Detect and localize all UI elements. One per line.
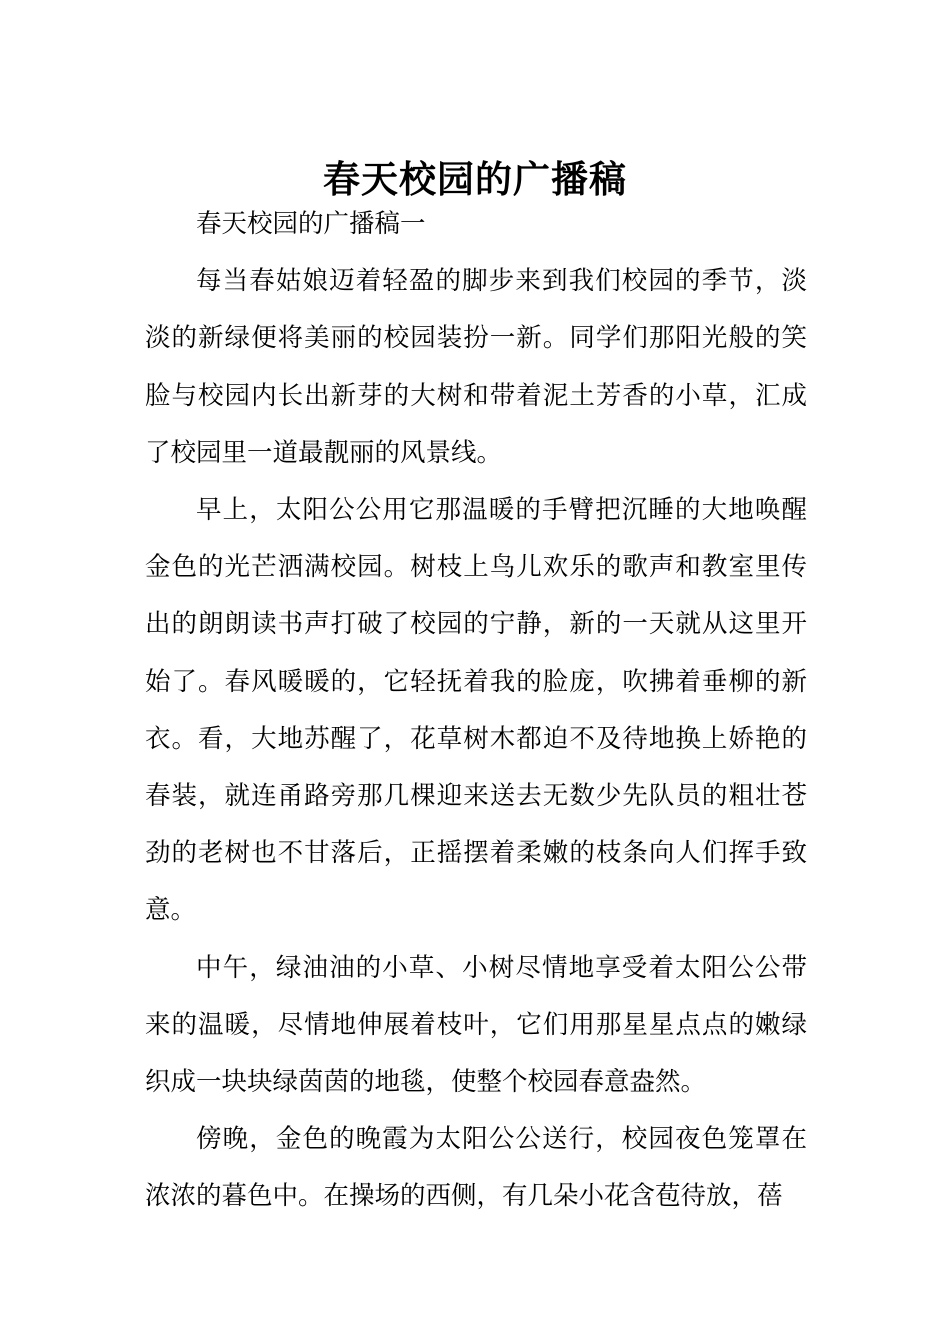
paragraph: 早上，太阳公公用它那温暖的手臂把沉睡的大地唤醒金色的光芒洒满校园。树枝上鸟儿欢乐的歌声和教室里传出的朗朗读书声打破了校园的宁静，新的一天就从这里开始了。春风暖暖的，它轻抚着我的脸庞，吹拂着垂柳的新衣。看，大地苏醒了，花草树木都迫不及待地换上娇艳的春装，就连甬路旁那几棵迎来送去无数少先队员的粗壮苍劲的老树也不甘落后，正摇摆着柔嫩的枝条向人们挥手致意。 bbox=[145, 495, 807, 926]
paragraph-subtitle: 春天校园的广播稿一 bbox=[196, 209, 426, 239]
paragraph: 中午，绿油油的小草、小树尽情地享受着太阳公公带来的温暖，尽情地伸展着枝叶，它们用那星星点点的嫩绿织成一块块绿茵茵的地毯，使整个校园春意盎然。 bbox=[145, 952, 807, 1098]
document-body bbox=[145, 196, 807, 1226]
paragraph: 每当春姑娘迈着轻盈的脚步来到我们校园的季节，淡淡的新绿便将美丽的校园装扮一新。同学们那阳光般的笑脸与校园内长出新芽的大树和带着泥土芳香的小草，汇成了校园里一道最靓丽的风景线。 bbox=[145, 266, 807, 468]
document-title: 春天校园的广播稿 bbox=[323, 156, 627, 201]
paragraph: 傍晚，金色的晚霞为太阳公公送行，校园夜色笼罩在浓浓的暮色中。在操场的西侧，有几朵小花含苞待放，蓓 bbox=[145, 1124, 807, 1212]
